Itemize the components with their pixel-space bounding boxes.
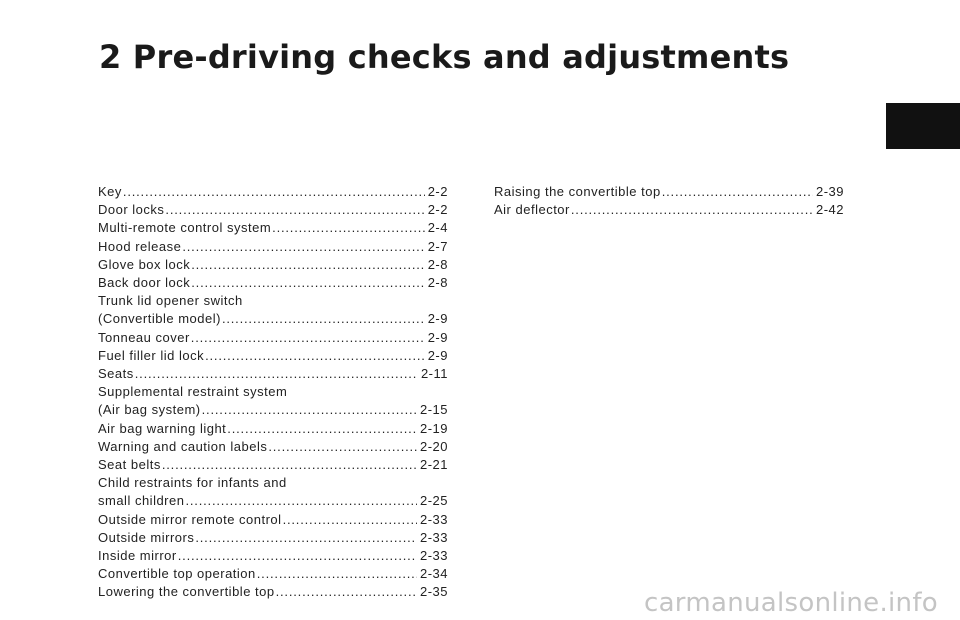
toc-item-title: Tonneau cover: [98, 329, 190, 345]
toc-item-title: Convertible top operation: [98, 566, 256, 582]
toc-item-page: 2-20: [419, 438, 448, 454]
toc-item-inside-mirror[interactable]: [98, 547, 448, 565]
toc-leader-dots: [162, 456, 417, 474]
toc-item-page: 2-8: [427, 256, 448, 272]
chapter-tab: [886, 103, 960, 149]
toc-item-lowering-the-convertible-top[interactable]: [98, 583, 448, 601]
toc-item-page: 2-9: [427, 329, 448, 345]
toc-item-child-restraints[interactable]: [98, 474, 448, 510]
toc-item-glove-box-lock[interactable]: [98, 256, 448, 274]
toc-item-title: Warning and caution labels: [98, 438, 268, 454]
toc-item-title: Glove box lock: [98, 256, 191, 272]
toc-item-page: 2-11: [420, 366, 448, 382]
toc-leader-dots: [222, 310, 425, 328]
toc-item-page: 2-15: [419, 402, 448, 418]
toc-item-door-locks[interactable]: [98, 201, 448, 219]
toc-item-title: Raising the convertible top: [494, 184, 661, 199]
toc-item-page: 2-42: [815, 202, 844, 218]
toc-item-air-bag-warning-light[interactable]: [98, 420, 448, 438]
toc-leader-dots: [205, 347, 425, 365]
toc-item-warning-and-caution-labels[interactable]: [98, 438, 448, 456]
toc-item-title: Outside mirror remote control: [98, 511, 282, 527]
toc-item-air-deflector[interactable]: [494, 201, 844, 219]
toc-leader-dots: [662, 183, 813, 201]
toc-item-multi-remote-control-system[interactable]: [98, 219, 448, 237]
toc-item-outside-mirror-remote-control[interactable]: [98, 511, 448, 529]
toc-leader-dots: [135, 365, 418, 383]
toc-item-tonneau-cover[interactable]: [98, 329, 448, 347]
toc-leader-dots: [195, 529, 417, 547]
toc-leader-dots: [182, 238, 424, 256]
toc-item-page: 2-33: [419, 511, 448, 527]
toc-item-page: 2-21: [419, 457, 448, 473]
toc-item-title: Lowering the convertible top: [98, 584, 275, 600]
toc-leader-dots: [165, 201, 424, 219]
toc-leader-dots: [191, 329, 425, 347]
toc-item-page: 2-7: [427, 238, 448, 254]
toc-item-page: 2-39: [815, 184, 844, 199]
toc-item-title: Seats: [98, 366, 134, 382]
toc-item-supplemental-restraint-system[interactable]: [98, 383, 448, 419]
toc-item-title: (Convertible model): [98, 311, 221, 327]
toc-item-convertible-top-operation[interactable]: [98, 565, 448, 583]
toc-item-page: 2-9: [427, 347, 448, 363]
toc-item-title-line1: Supplemental restraint system: [98, 384, 288, 400]
toc-item-title: Multi-remote control system: [98, 220, 272, 236]
toc-leader-dots: [227, 420, 417, 438]
toc-item-page: 2-9: [427, 311, 448, 327]
page-title: 2 Pre-driving checks and adjustments: [99, 38, 790, 76]
toc-item-page: 2-8: [427, 275, 448, 291]
toc-leader-dots: [191, 274, 424, 292]
toc-item-title: Seat belts: [98, 457, 161, 473]
toc-item-trunk-lid-opener-switch[interactable]: [98, 292, 448, 328]
toc-leader-dots: [257, 565, 417, 583]
toc-item-title: Air bag warning light: [98, 420, 227, 436]
toc-left-column: [98, 183, 448, 602]
toc-leader-dots: [276, 583, 417, 601]
toc-item-seats[interactable]: [98, 365, 448, 383]
toc-item-page: 2-19: [419, 420, 448, 436]
toc-item-page: 2-33: [419, 529, 448, 545]
toc-item-page: 2-33: [419, 548, 448, 564]
toc-item-title: small children: [98, 493, 185, 509]
toc-item-title: Hood release: [98, 238, 182, 254]
toc-leader-dots: [185, 492, 416, 510]
toc-leader-dots: [202, 401, 417, 419]
toc-item-title: Air deflector: [494, 202, 570, 218]
toc-leader-dots: [191, 256, 424, 274]
toc-item-title: Back door lock: [98, 275, 191, 291]
toc-item-fuel-filler-lid-lock[interactable]: [98, 347, 448, 365]
toc-item-seat-belts[interactable]: [98, 456, 448, 474]
toc-item-page: 2-34: [419, 566, 448, 582]
toc-leader-dots: [283, 511, 417, 529]
watermark-text: carmanualsonline.info: [643, 588, 938, 618]
toc-leader-dots: [123, 183, 425, 201]
toc-right-column: [494, 183, 844, 219]
toc-item-page: 2-2: [427, 202, 448, 218]
toc-leader-dots: [178, 547, 417, 565]
toc-leader-dots: [268, 438, 417, 456]
toc-item-page: 2-25: [419, 493, 448, 509]
toc-item-title: Fuel filler lid lock: [98, 347, 205, 363]
toc-item-title: Outside mirrors: [98, 529, 195, 545]
toc-item-title: Key: [98, 184, 122, 199]
toc-item-raising-the-convertible-top[interactable]: [494, 183, 844, 201]
toc-item-title-line1: Child restraints for infants and: [98, 475, 287, 491]
toc-item-title: Inside mirror: [98, 548, 177, 564]
toc-item-page: 2-2: [427, 184, 448, 199]
toc-leader-dots: [571, 201, 813, 219]
toc-item-key[interactable]: [98, 183, 448, 201]
toc-item-title-line1: Trunk lid opener switch: [98, 293, 243, 309]
toc-item-hood-release[interactable]: [98, 238, 448, 256]
toc-item-title: (Air bag system): [98, 402, 201, 418]
toc-item-page: 2-4: [427, 220, 448, 236]
toc-item-page: 2-35: [419, 584, 448, 600]
toc-leader-dots: [272, 219, 425, 237]
toc-item-title: Door locks: [98, 202, 165, 218]
toc-item-outside-mirrors[interactable]: [98, 529, 448, 547]
toc-item-back-door-lock[interactable]: [98, 274, 448, 292]
